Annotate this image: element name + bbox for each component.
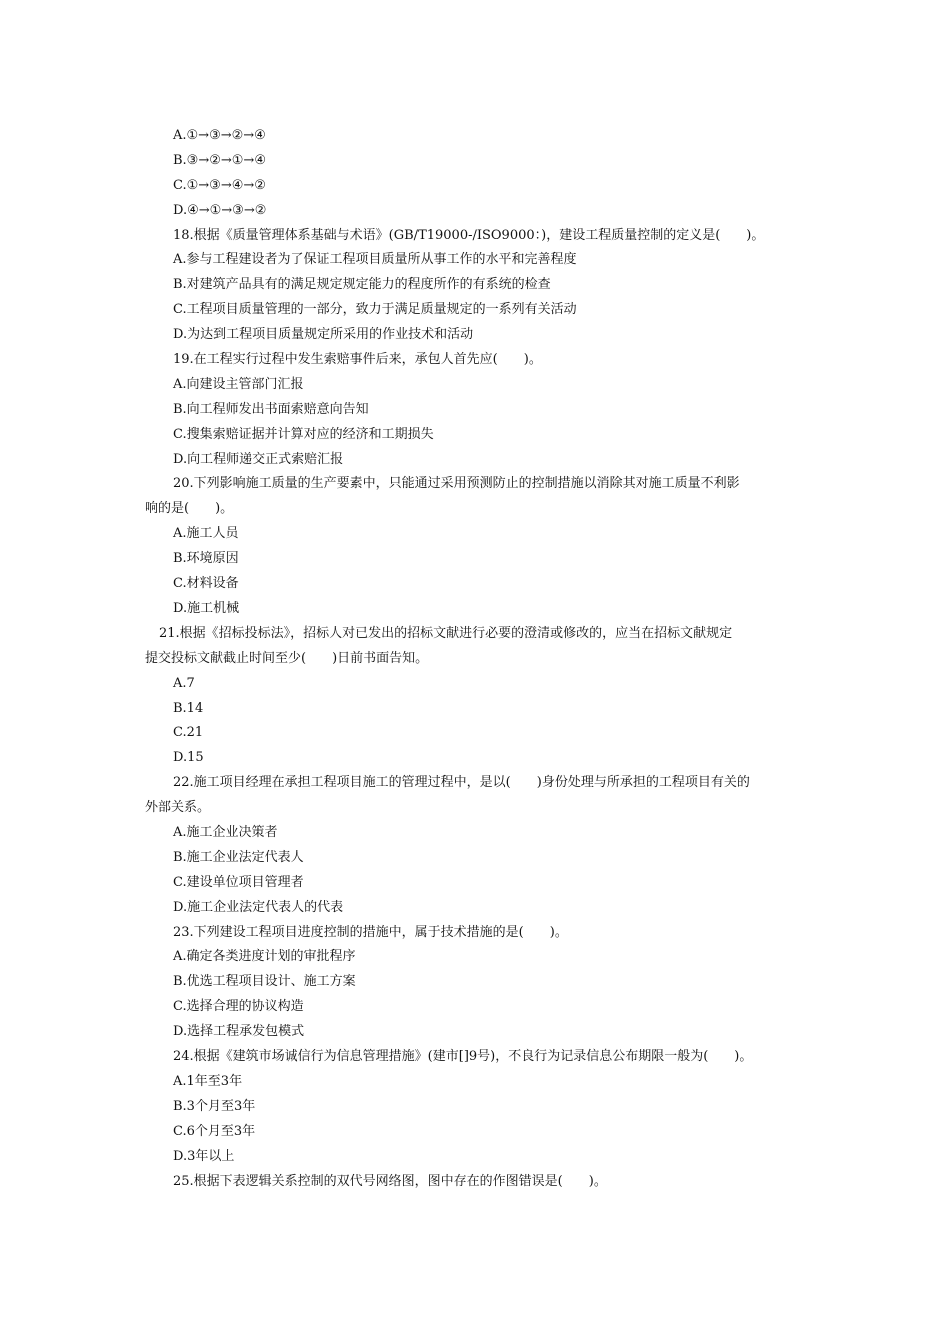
answer-option: A.7: [173, 675, 195, 691]
answer-option: A.确定各类进度计划的审批程序: [173, 949, 356, 965]
question-stem: 23.下列建设工程项目进度控制的措施中，属于技术措施的是( )。: [173, 924, 568, 940]
question-stem: 18.根据《质量管理体系基础与术语》(GB/T19000-/ISO9000：)，建设工程质量控制的定义是( )。: [173, 227, 765, 243]
question-stem-continuation: 提交投标文献截止时间至少( )日前书面告知。: [145, 650, 429, 666]
answer-option: A.施工企业决策者: [173, 825, 278, 841]
answer-option: C.搜集索赔证据并计算对应的经济和工期损失: [173, 426, 434, 442]
answer-option: C.材料设备: [173, 576, 239, 592]
question-stem-line: 20.下列影响施工质量的生产要素中，只能通过采用预测防止的控制措施以消除其对施工质量不利影: [173, 476, 740, 492]
answer-option: C.选择合理的协议构造: [173, 999, 304, 1015]
question-list: [145, 124, 810, 1194]
answer-option: B.施工企业法定代表人: [173, 849, 304, 865]
answer-option: D.3年以上: [173, 1148, 235, 1164]
answer-option: B.③→②→①→④: [173, 152, 266, 168]
question-stem: [145, 771, 810, 821]
answer-option: A.①→③→②→④: [173, 128, 266, 143]
answer-option: D.施工机械: [173, 600, 240, 616]
answer-option: C.工程项目质量管理的一部分，致力于满足质量规定的一系列有关活动: [173, 302, 577, 318]
answer-option: A.施工人员: [173, 526, 239, 542]
answer-option: D.为达到工程项目质量规定所采用的作业技术和活动: [173, 327, 474, 343]
answer-option: B.3个月至3年: [173, 1098, 256, 1114]
answer-option: D.④→①→③→②: [173, 202, 267, 218]
answer-option: A.向建设主管部门汇报: [173, 376, 304, 392]
question-stem: 24.根据《建筑市场诚信行为信息管理措施》(建市[]9号)，不良行为记录信息公布期限一般为( )。: [173, 1049, 753, 1065]
answer-option: C.21: [173, 725, 204, 741]
answer-option: D.向工程师递交正式索赔汇报: [173, 451, 344, 467]
answer-option: B.14: [173, 700, 204, 716]
question-stem-line: 22.施工项目经理在承担工程项目施工的管理过程中，是以( )身份处理与所承担的工程项目有关的: [173, 775, 750, 791]
question-stem: 25.根据下表逻辑关系控制的双代号网络图，图中存在的作图错误是( )。: [173, 1173, 607, 1189]
answer-option: C.①→③→④→②: [173, 177, 266, 193]
answer-option: D.施工企业法定代表人的代表: [173, 899, 344, 915]
answer-option: D.15: [173, 750, 204, 766]
answer-option: B.对建筑产品具有的满足规定规定能力的程度所作的有系统的检查: [173, 277, 551, 293]
answer-option: D.选择工程承发包模式: [173, 1024, 305, 1040]
question-stem: [145, 622, 810, 672]
answer-option: B.向工程师发出书面索赔意向告知: [173, 401, 369, 417]
question-stem: 19.在工程实行过程中发生索赔事件后来，承包人首先应( )。: [173, 352, 542, 368]
question-stem-continuation: 响的是( )。: [145, 501, 234, 517]
answer-option: C.建设单位项目管理者: [173, 874, 304, 890]
question-stem-continuation: 外部关系。: [145, 800, 211, 816]
answer-option: C.6个月至3年: [173, 1123, 256, 1139]
answer-option: B.环境原因: [173, 551, 239, 567]
question-stem: [145, 472, 810, 522]
answer-option: A.1年至3年: [173, 1073, 243, 1089]
question-stem-line: 21.根据《招标投标法》，招标人对已发出的招标文献进行必要的澄清或修改的，应当在招标文献规定: [159, 625, 733, 641]
answer-option: B.优选工程项目设计、施工方案: [173, 974, 356, 990]
answer-option: A.参与工程建设者为了保证工程项目质量所从事工作的水平和完善程度: [173, 252, 577, 268]
